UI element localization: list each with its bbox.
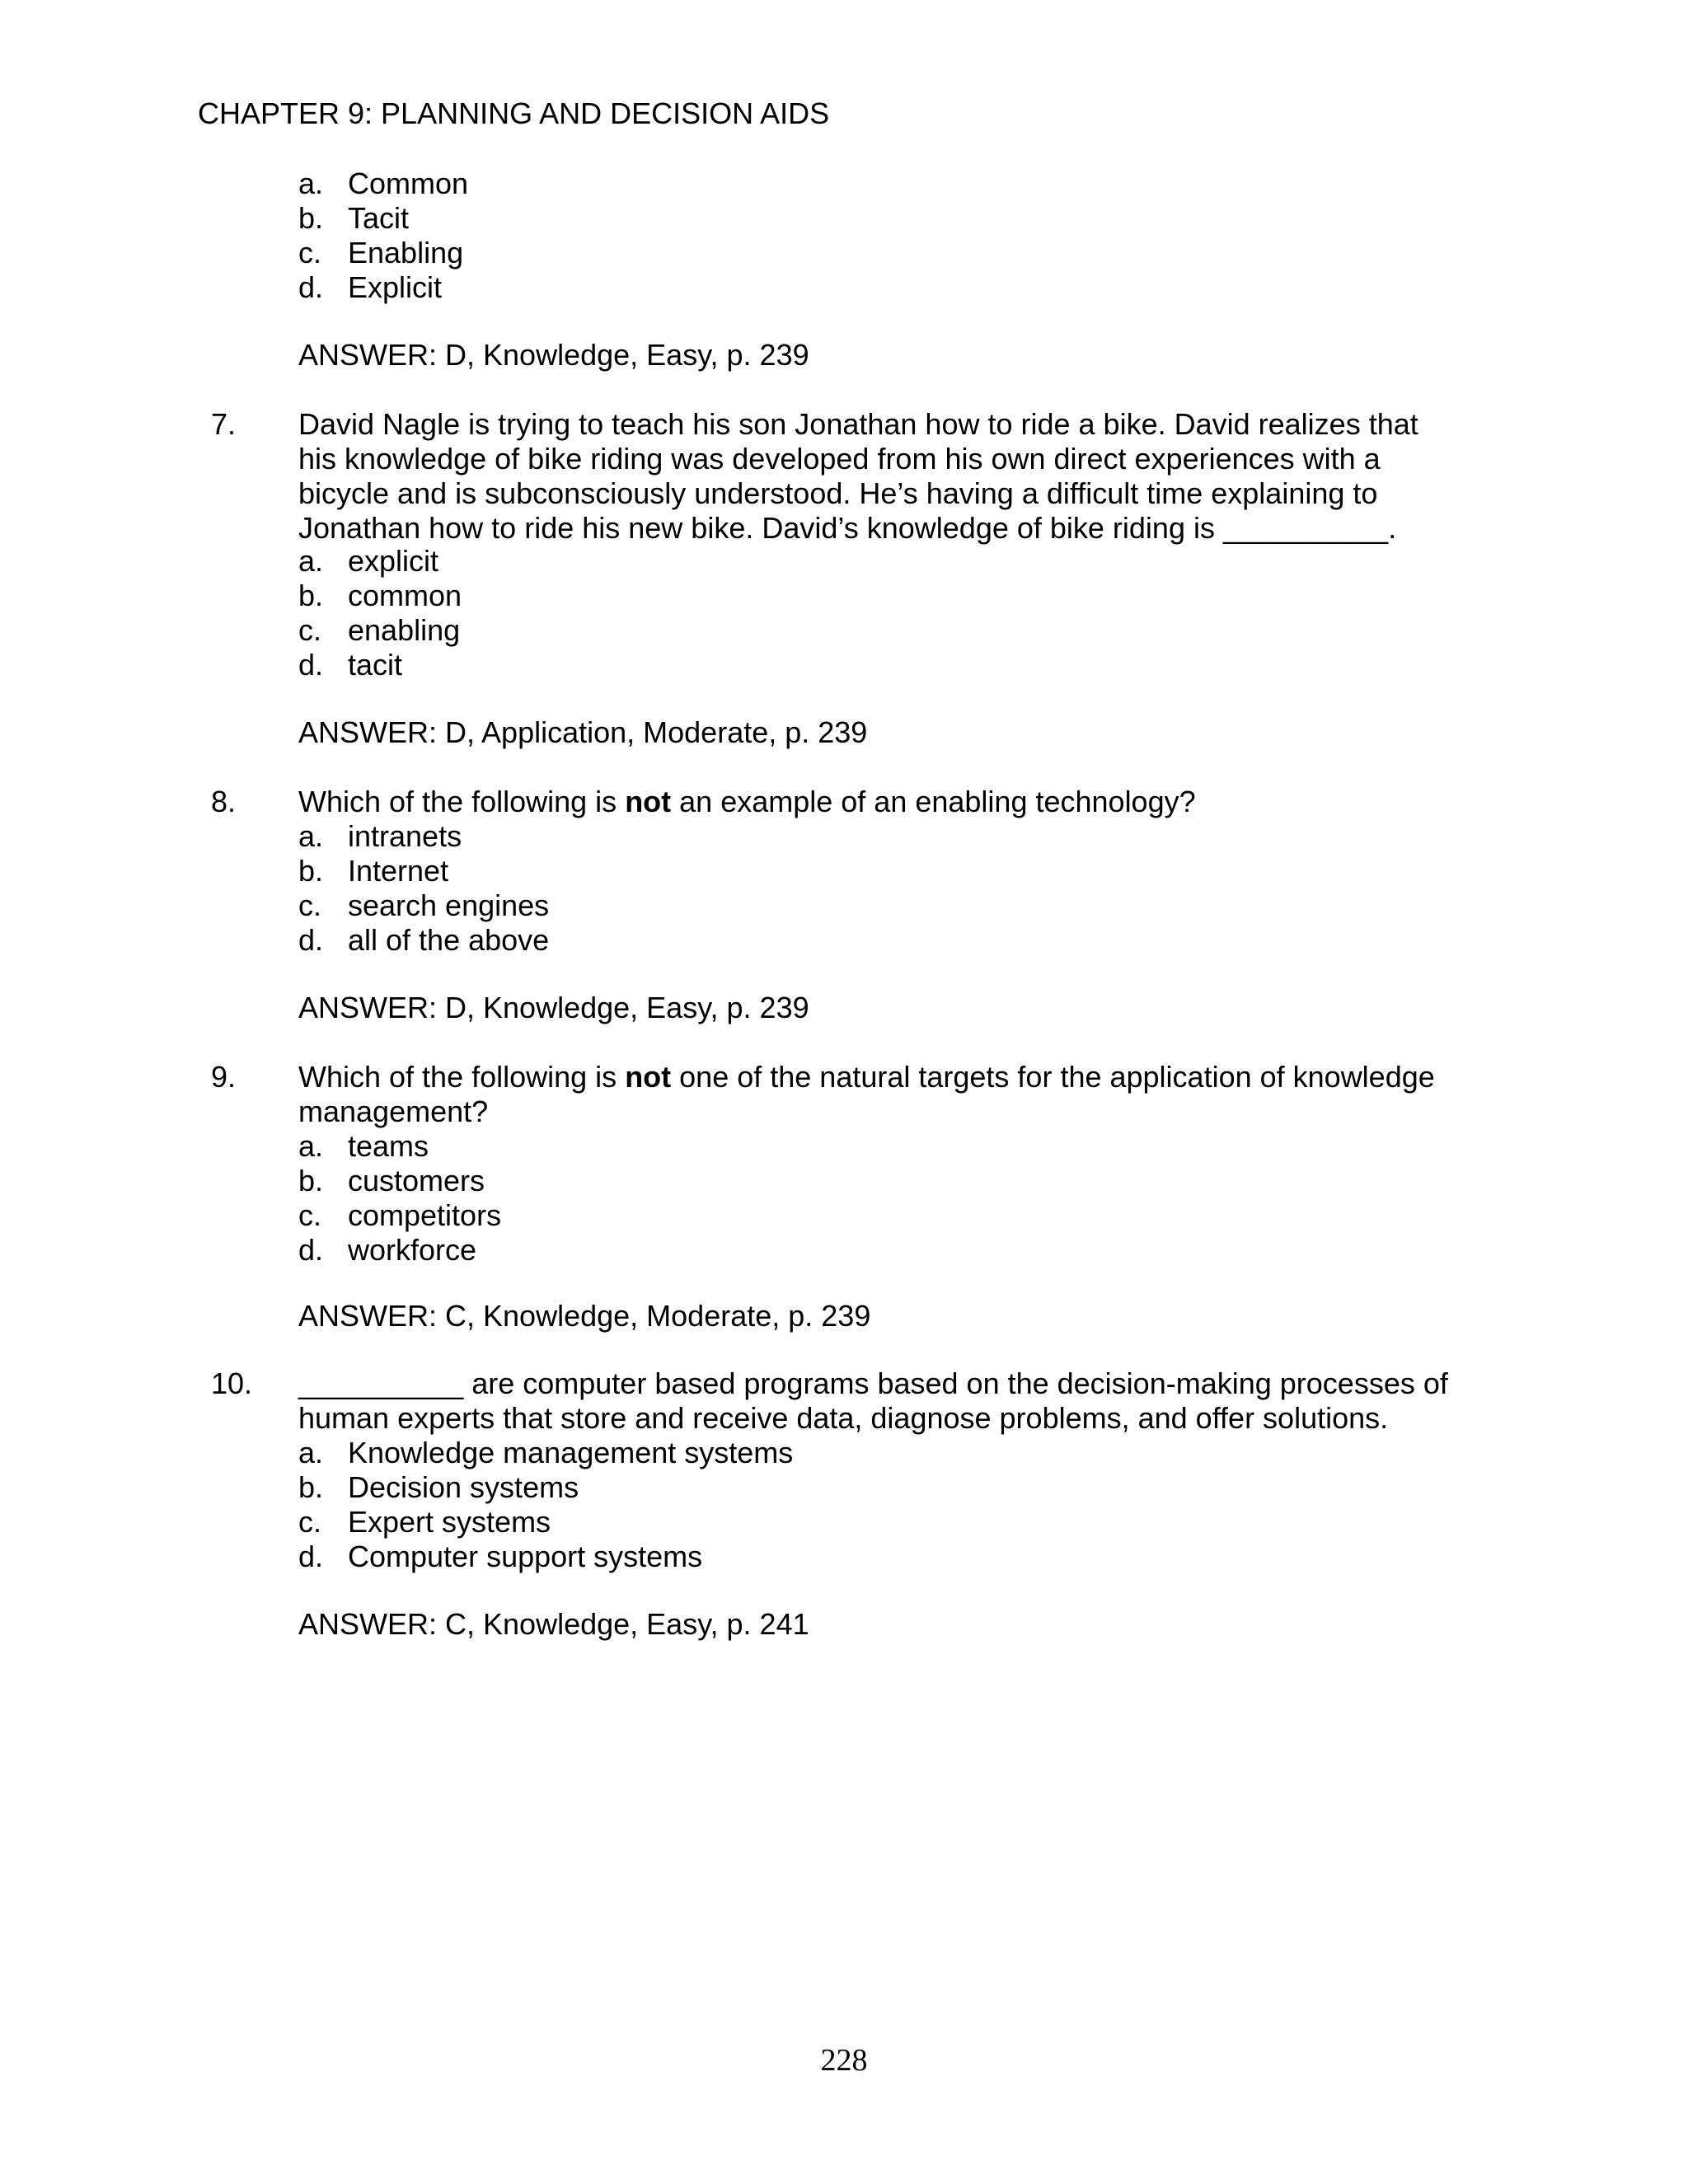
question-line: management?	[298, 1094, 489, 1128]
option-text: Expert systems	[348, 1505, 551, 1539]
option-letter: d.	[298, 1540, 324, 1573]
option-letter: c.	[298, 888, 322, 922]
page-number: 228	[820, 2043, 868, 2078]
option-text: Knowledge management systems	[348, 1436, 794, 1469]
option-text: workforce	[348, 1233, 477, 1267]
option-text: Decision systems	[348, 1470, 579, 1504]
question-line: human experts that store and receive data, diagnose problems, and offer solutions.	[298, 1401, 1389, 1435]
option-text: intranets	[348, 819, 462, 853]
emphasis-not: not	[625, 1060, 672, 1094]
option-text: all of the above	[348, 923, 550, 957]
question-number: 7.	[211, 407, 237, 441]
question-number: 10.	[211, 1366, 253, 1400]
option-letter: a.	[298, 1129, 324, 1163]
option-letter: a.	[298, 1436, 324, 1469]
option-text: Enabling	[348, 236, 464, 269]
question-7-answer: ANSWER: D, Application, Moderate, p. 239	[298, 715, 868, 749]
question-text-part: an example of an enabling technology?	[671, 785, 1196, 818]
option-text: Explicit	[348, 270, 443, 304]
option-text: search engines	[348, 888, 550, 922]
chapter-header: CHAPTER 9: PLANNING AND DECISION AIDS	[198, 96, 830, 130]
question-line	[298, 785, 1493, 819]
question-number: 9.	[211, 1060, 237, 1094]
question-line: Jonathan how to ride his new bike. David’s knowledge of bike riding is __________.	[298, 511, 1397, 545]
option-letter: d.	[298, 648, 324, 682]
option-letter: a.	[298, 819, 324, 853]
question-7-text	[298, 407, 1493, 546]
option-text: explicit	[348, 544, 439, 578]
question-text-part: Which of the following is	[298, 1060, 626, 1094]
option-letter: b.	[298, 1470, 324, 1504]
question-text-part: Which of the following is	[298, 785, 626, 818]
question-line: bicycle and is subconsciously understood. He’s having a difficult time explaining to	[298, 476, 1378, 510]
question-9-answer: ANSWER: C, Knowledge, Moderate, p. 239	[298, 1299, 871, 1333]
option-letter: a.	[298, 166, 324, 200]
question-line: his knowledge of bike riding was developed from his own direct experiences with a	[298, 442, 1381, 476]
option-letter: c.	[298, 1505, 322, 1539]
emphasis-not: not	[625, 785, 672, 818]
option-text: enabling	[348, 613, 461, 647]
question-8-answer: ANSWER: D, Knowledge, Easy, p. 239	[298, 991, 809, 1024]
option-letter: d.	[298, 923, 324, 957]
question-10-text	[298, 1366, 1493, 1436]
question-6-answer: ANSWER: D, Knowledge, Easy, p. 239	[298, 338, 809, 372]
question-line	[298, 1060, 1493, 1094]
option-letter: c.	[298, 613, 322, 647]
option-letter: b.	[298, 201, 324, 235]
option-letter: c.	[298, 236, 322, 269]
option-text: Tacit	[348, 201, 410, 235]
question-line: __________ are computer based programs based on the decision-making processes of	[298, 1366, 1448, 1400]
question-text-part: one of the natural targets for the application of knowledge	[671, 1060, 1435, 1094]
option-text: tacit	[348, 648, 403, 682]
option-text: teams	[348, 1129, 429, 1163]
option-text: common	[348, 579, 462, 612]
option-text: Computer support systems	[348, 1540, 703, 1573]
option-text: customers	[348, 1164, 485, 1197]
option-letter: a.	[298, 544, 324, 578]
option-text: competitors	[348, 1198, 502, 1232]
option-text: Internet	[348, 854, 449, 888]
option-letter: b.	[298, 854, 324, 888]
option-letter: b.	[298, 579, 324, 612]
question-number: 8.	[211, 785, 237, 818]
question-9-text	[298, 1060, 1493, 1129]
question-10-answer: ANSWER: C, Knowledge, Easy, p. 241	[298, 1607, 809, 1641]
question-line: David Nagle is trying to teach his son Jonathan how to ride a bike. David realizes that	[298, 407, 1418, 441]
option-letter: c.	[298, 1198, 322, 1232]
option-letter: b.	[298, 1164, 324, 1197]
option-letter: d.	[298, 270, 324, 304]
option-letter: d.	[298, 1233, 324, 1267]
option-text: Common	[348, 166, 469, 200]
question-8-text	[298, 785, 1493, 819]
